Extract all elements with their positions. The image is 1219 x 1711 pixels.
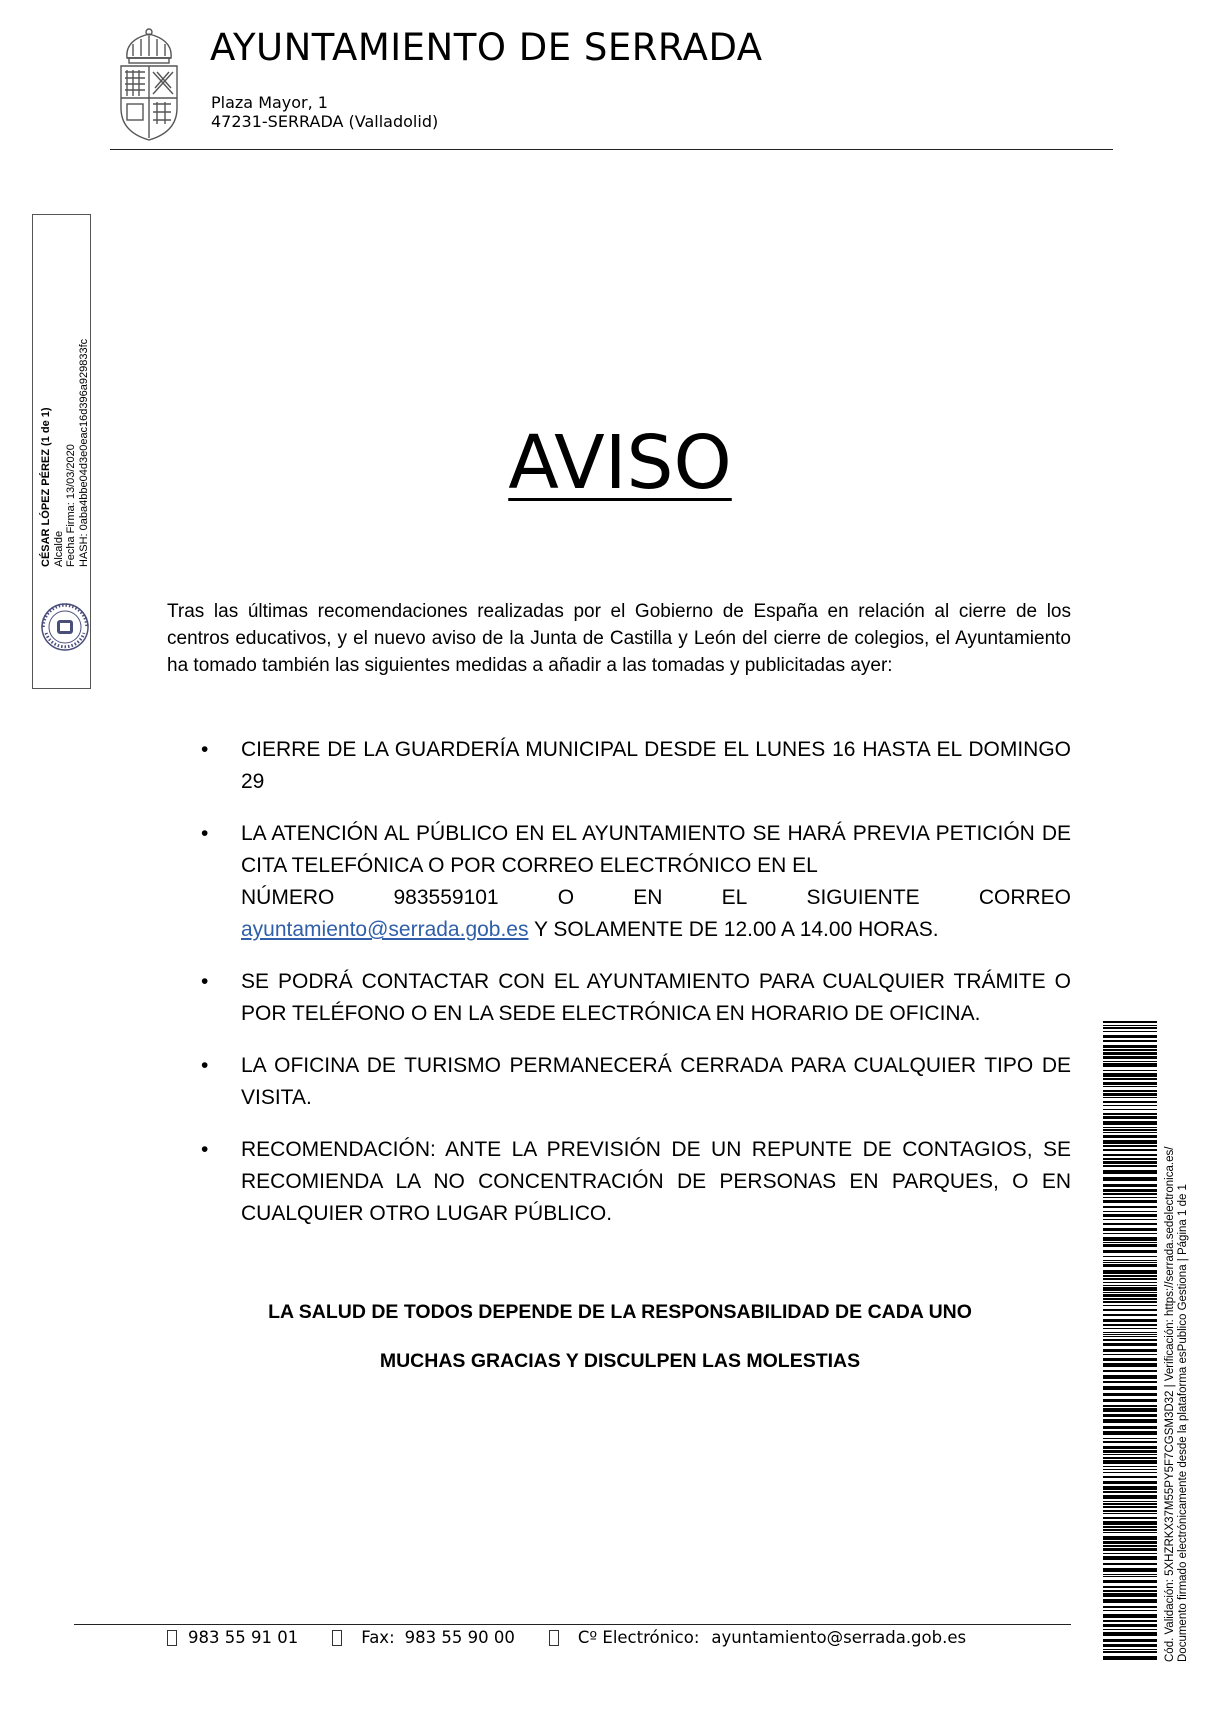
barcode-bar	[1103, 1532, 1157, 1533]
barcode-bar	[1103, 1233, 1157, 1234]
barcode-bar	[1103, 1278, 1157, 1280]
barcode-bar	[1103, 1197, 1157, 1198]
list-item	[190, 966, 1071, 1030]
barcode-bar	[1103, 1031, 1157, 1032]
footer-phone: 983 55 91 01	[188, 1628, 299, 1647]
measure-word: CORREO	[978, 886, 1071, 909]
barcode-bar	[1103, 1228, 1157, 1231]
barcode-bar	[1103, 1270, 1157, 1274]
barcode-bar	[1103, 1184, 1157, 1187]
barcode-bar	[1103, 1610, 1157, 1611]
barcode-bar	[1103, 1260, 1157, 1261]
address-line: Plaza Mayor, 1	[211, 93, 328, 112]
barcode-bar	[1103, 1354, 1157, 1355]
barcode-bar	[1103, 1223, 1157, 1225]
barcode-bar	[1103, 1319, 1157, 1322]
measure-text: LA ATENCIÓN AL PÚBLICO EN EL AYUNTAMIENTO SE HARÁ PREVIA PETICIÓN DE CITA TELEFÓNICA O POR CORREO ELECTRÓNICO EN EL	[241, 822, 1071, 877]
barcode-bar	[1103, 1097, 1157, 1098]
barcode-bar	[1103, 1438, 1157, 1439]
barcode-bar	[1103, 1536, 1157, 1540]
barcode-bar	[1103, 1656, 1157, 1660]
footer-email-label: Cº Electrónico:	[577, 1628, 700, 1647]
barcode-bar	[1103, 1358, 1157, 1361]
barcode-bar	[1103, 1651, 1157, 1653]
barcode-bar	[1103, 1140, 1157, 1144]
barcode-bar	[1103, 1287, 1157, 1291]
barcode-bar	[1103, 1441, 1157, 1443]
measure-word: NÚMERO	[241, 886, 335, 909]
barcode-bar	[1103, 1145, 1157, 1147]
email-link[interactable]: ayuntamiento@serrada.gob.es	[241, 918, 529, 941]
measure-word: SIGUIENTE	[806, 886, 920, 909]
footer-fax-label: Fax:	[361, 1628, 395, 1647]
signature-date: Fecha Firma: 13/03/2020	[65, 444, 77, 567]
barcode-bar	[1103, 1593, 1157, 1597]
barcode-bar	[1103, 1521, 1157, 1525]
barcode-bar	[1103, 1132, 1157, 1133]
barcode-bar	[1103, 1568, 1157, 1572]
barcode-bar	[1103, 1244, 1157, 1247]
barcode-bar	[1103, 1285, 1157, 1286]
closing-line: MUCHAS GRACIAS Y DISCULPEN LAS MOLESTIAS	[379, 1350, 861, 1372]
barcode-icon	[1103, 1021, 1157, 1661]
barcode-bar	[1103, 1073, 1157, 1077]
signature-details	[40, 207, 90, 567]
barcode-bar	[1103, 1541, 1157, 1544]
barcode-bar	[1103, 1644, 1157, 1647]
barcode-bar	[1103, 1211, 1157, 1212]
phone-number: 983559101	[393, 886, 499, 909]
barcode-bar	[1103, 1093, 1157, 1096]
barcode-bar	[1103, 1639, 1157, 1642]
barcode-bar	[1103, 1414, 1157, 1417]
barcode-bar	[1103, 1129, 1157, 1131]
barcode-bar	[1103, 1386, 1157, 1390]
barcode-bar	[1103, 1339, 1157, 1341]
barcode-bar	[1103, 1363, 1157, 1367]
barcode-bar	[1103, 1472, 1157, 1473]
barcode-bar	[1103, 1206, 1157, 1208]
barcode-bar	[1103, 1237, 1157, 1241]
signer-role: Alcalde	[52, 530, 65, 567]
address-line: 47231-SERRADA (Valladolid)	[211, 112, 439, 131]
barcode-bar	[1103, 1250, 1157, 1253]
barcode-bar	[1103, 1070, 1157, 1071]
barcode-bar	[1103, 1086, 1157, 1087]
barcode-bar	[1103, 1219, 1157, 1220]
coat-of-arms-icon	[117, 28, 181, 142]
barcode-bar	[1103, 1262, 1157, 1263]
barcode-bar	[1103, 1332, 1157, 1333]
barcode-bar	[1103, 1466, 1157, 1467]
barcode-bar	[1103, 1061, 1157, 1062]
barcode-bar	[1103, 1324, 1157, 1326]
barcode-bar	[1103, 1620, 1157, 1622]
barcode-bar	[1103, 1419, 1157, 1423]
barcode-bar	[1103, 1486, 1157, 1490]
fax-icon	[332, 1630, 342, 1646]
barcode-bar	[1103, 1127, 1157, 1128]
barcode-bar	[1103, 1113, 1157, 1115]
measures-list	[190, 734, 1071, 1250]
signature-hash: HASH: 0aba4bbe04d3e0eac16d396a929833fc	[77, 338, 90, 567]
barcode-bar	[1103, 1314, 1157, 1316]
barcode-bar	[1103, 1405, 1157, 1407]
barcode-bar	[1103, 1177, 1157, 1181]
barcode-bar	[1103, 1548, 1157, 1551]
measure-text: SE PODRÁ CONTACTAR CON EL AYUNTAMIENTO PARA CUALQUIER TRÁMITE O POR TELÉFONO O EN LA SEDE ELECTRÓNICA EN HORARIO DE OFICINA.	[241, 970, 1071, 1025]
barcode-bar	[1103, 1529, 1157, 1531]
barcode-bar	[1103, 1553, 1157, 1554]
barcode-bar	[1103, 1056, 1157, 1059]
barcode-bar	[1103, 1242, 1157, 1243]
barcode-bar	[1103, 1027, 1157, 1029]
closing-line: LA SALUD DE TODOS DEPENDE DE LA RESPONSABILIDAD DE CADA UNO	[268, 1301, 972, 1323]
measure-text: Y SOLAMENTE DE 12.00 A 14.00 HORAS.	[528, 918, 939, 941]
measure-text: CIERRE DE LA GUARDERÍA MUNICIPAL DESDE EL LUNES 16 HASTA EL DOMINGO 29	[241, 738, 1071, 793]
barcode-bar	[1103, 1556, 1157, 1560]
barcode-bar	[1103, 1375, 1157, 1379]
barcode-bar	[1103, 1309, 1157, 1311]
barcode-bar	[1103, 1426, 1157, 1429]
barcode-bar	[1103, 1506, 1157, 1508]
list-item	[190, 818, 1071, 946]
barcode-bar	[1103, 1545, 1157, 1547]
barcode-bar	[1103, 1275, 1157, 1277]
barcode-bar	[1103, 1135, 1157, 1138]
measure-text: LA OFICINA DE TURISMO PERMANECERÁ CERRADA PARA CUALQUIER TIPO DE VISITA.	[241, 1054, 1071, 1109]
barcode-bar	[1103, 1090, 1157, 1092]
barcode-bar	[1103, 1116, 1157, 1119]
barcode-bar	[1103, 1580, 1157, 1583]
measure-word: EN	[633, 886, 663, 909]
barcode-bar	[1103, 1292, 1157, 1293]
barcode-bar	[1103, 1189, 1157, 1192]
barcode-bar	[1103, 1105, 1157, 1106]
barcode-bar	[1103, 1513, 1157, 1514]
barcode-bar	[1103, 1334, 1157, 1335]
barcode-bar	[1103, 1109, 1157, 1110]
barcode-bar	[1103, 1165, 1157, 1167]
measure-word: O	[557, 886, 575, 909]
barcode-bar	[1103, 1328, 1157, 1329]
verification-code: Cód. Validación: 5XHZRKX37M55PY5F7CGSM3D32 | Verificación: https://serrada.sedelectronica.es/	[1164, 1146, 1176, 1662]
barcode-bar	[1103, 1491, 1157, 1493]
barcode-bar	[1103, 1629, 1157, 1630]
barcode-bar	[1103, 1393, 1157, 1396]
barcode-bar	[1103, 1501, 1157, 1502]
barcode-bar	[1103, 1446, 1157, 1449]
footer-contact	[167, 1628, 966, 1647]
barcode-bar	[1103, 1305, 1157, 1306]
barcode-bar	[1103, 1614, 1157, 1618]
barcode-bar	[1103, 1649, 1157, 1650]
barcode-bar	[1103, 1381, 1157, 1383]
barcode-bar	[1103, 1161, 1157, 1164]
intro-paragraph: Tras las últimas recomendaciones realizadas por el Gobierno de España en relación al cierre de los centros educativos, y el nuevo aviso de la Junta de Castilla y León del cierre de colegios, el Ayuntamiento ha tomado también las siguientes medidas a añadir a las tomadas y publicitadas ayer:	[167, 601, 1071, 676]
barcode-bar	[1103, 1040, 1157, 1042]
barcode-bar	[1103, 1503, 1157, 1505]
barcode-bar	[1103, 1599, 1157, 1603]
barcode-bar	[1103, 1349, 1157, 1352]
organization-address	[211, 93, 438, 131]
barcode-bar	[1103, 1590, 1157, 1592]
footer-divider	[74, 1624, 1071, 1625]
barcode-bar	[1103, 1301, 1157, 1303]
barcode-bar	[1103, 1294, 1157, 1297]
measure-text: RECOMENDACIÓN: ANTE LA PREVISIÓN DE UN REPUNTE DE CONTAGIOS, SE RECOMIENDA LA NO CONCENTRACIÓN DE PERSONAS EN PARQUES, O EN CUALQUIER OTRO LUGAR PÚBLICO.	[241, 1138, 1071, 1225]
barcode-bar	[1103, 1510, 1157, 1512]
barcode-bar	[1103, 1469, 1157, 1470]
barcode-bar	[1103, 1214, 1157, 1217]
organization-name: AYUNTAMIENTO DE SERRADA	[210, 26, 763, 69]
barcode-bar	[1103, 1563, 1157, 1565]
barcode-bar	[1103, 1586, 1157, 1588]
barcode-bar	[1103, 1606, 1157, 1608]
header-divider	[110, 149, 1113, 150]
barcode-bar	[1103, 1121, 1157, 1125]
barcode-bar	[1103, 1063, 1157, 1067]
barcode-bar	[1103, 1526, 1157, 1528]
barcode-bar	[1103, 1574, 1157, 1575]
barcode-bar	[1103, 1399, 1157, 1402]
barcode-bar	[1103, 1200, 1157, 1203]
list-item	[190, 1050, 1071, 1114]
barcode-bar	[1103, 1154, 1157, 1156]
barcode-bar	[1103, 1624, 1157, 1627]
phone-icon	[167, 1630, 177, 1646]
measure-word: EL	[721, 886, 748, 909]
barcode-bar	[1103, 1457, 1157, 1459]
barcode-bar	[1103, 1101, 1157, 1103]
barcode-bar	[1103, 1052, 1157, 1055]
barcode-bar	[1103, 1298, 1157, 1300]
barcode-bar	[1103, 1082, 1157, 1085]
barcode-bar	[1103, 1035, 1157, 1038]
notice-title: AVISO	[508, 420, 732, 506]
municipal-seal-icon	[40, 602, 90, 652]
barcode-bar	[1103, 1431, 1157, 1435]
barcode-bar	[1103, 1149, 1157, 1151]
footer-fax: 983 55 90 00	[404, 1628, 515, 1647]
barcode-bar	[1103, 1049, 1157, 1051]
list-item	[190, 734, 1071, 798]
barcode-bar	[1103, 1454, 1157, 1455]
barcode-bar	[1103, 1045, 1157, 1048]
barcode-bar	[1103, 1495, 1157, 1499]
barcode-bar	[1103, 1021, 1157, 1023]
email-icon	[549, 1630, 559, 1646]
barcode-bar	[1103, 1632, 1157, 1636]
barcode-bar	[1103, 1078, 1157, 1080]
signer-name: CÉSAR LÓPEZ PÉREZ (1 de 1)	[40, 407, 52, 567]
barcode-bar	[1103, 1256, 1157, 1257]
barcode-bar	[1103, 1450, 1157, 1453]
verification-text	[1164, 1102, 1190, 1662]
barcode-bar	[1103, 1408, 1157, 1412]
barcode-bar	[1103, 1282, 1157, 1283]
barcode-bar	[1103, 1264, 1157, 1267]
barcode-bar	[1103, 1170, 1157, 1174]
barcode-bar	[1103, 1481, 1157, 1484]
barcode-bar	[1103, 1193, 1157, 1195]
barcode-bar	[1103, 1370, 1157, 1372]
list-item	[190, 1134, 1071, 1230]
barcode-bar	[1103, 1025, 1157, 1026]
footer-email[interactable]: ayuntamiento@serrada.gob.es	[711, 1628, 967, 1647]
barcode-bar	[1103, 1158, 1157, 1160]
barcode-bar	[1103, 1460, 1157, 1464]
verification-platform: Documento firmado electrónicamente desde la plataforma esPublico Gestiona | Página 1 de 1	[1177, 1184, 1189, 1662]
barcode-bar	[1103, 1576, 1157, 1577]
barcode-bar	[1103, 1336, 1157, 1337]
barcode-bar	[1103, 1517, 1157, 1519]
barcode-bar	[1103, 1343, 1157, 1346]
barcode-bar	[1103, 1476, 1157, 1478]
measure-text-spread	[241, 882, 1071, 914]
